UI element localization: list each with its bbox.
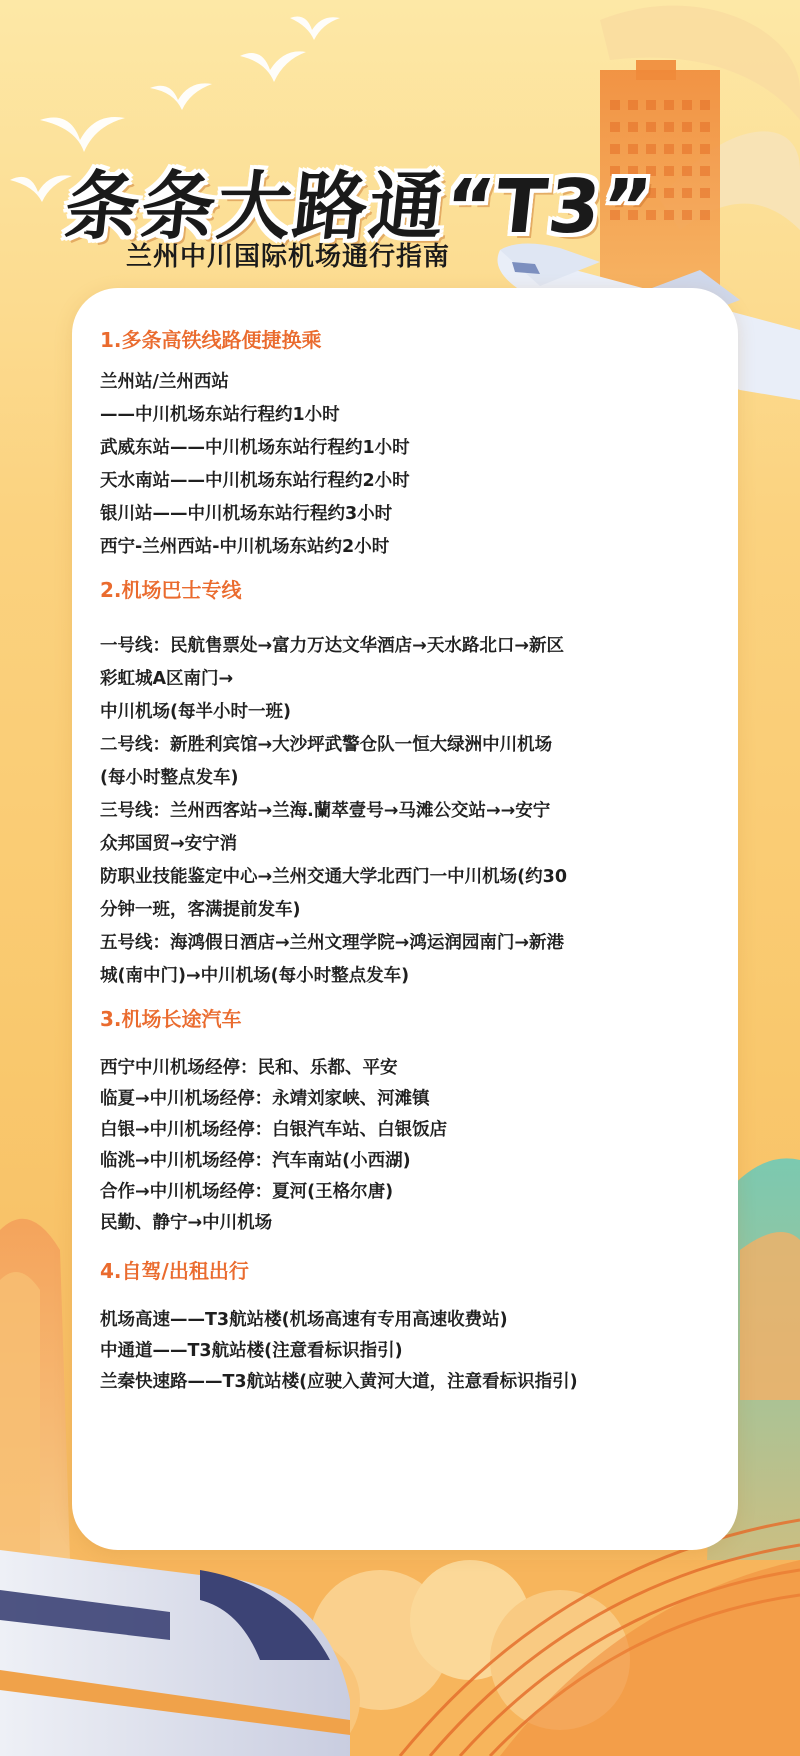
list-item: 兰秦快速路——T3航站楼(应驶入黄河大道，注意看标识指引)	[100, 1372, 578, 1392]
section-list	[100, 1305, 720, 1398]
list-item: 西宁中川机场经停：民和、乐都、平安	[100, 1058, 398, 1078]
list-item: 临洮→中川机场经停：汽车南站(小西湖)	[100, 1151, 411, 1171]
section-high-speed-rail	[100, 326, 720, 564]
list-item: 彩虹城A区南门→	[100, 669, 234, 689]
section-airport-bus	[100, 576, 720, 993]
section-heading: 1.多条高铁线路便捷换乘	[100, 328, 322, 352]
page-subtitle: 兰州中川国际机场通行指南	[126, 242, 451, 272]
list-item: 二号线：新胜利宾馆→大沙坪武警仓队一恒大绿洲中川机场	[100, 735, 553, 755]
list-item: 五号线：海鸿假日酒店→兰州文理学院→鸿运润园南门→新港	[100, 933, 564, 953]
list-item: 分钟一班，客满提前发车)	[100, 900, 301, 920]
list-item: (每小时整点发车)	[100, 768, 239, 788]
guide-content	[100, 326, 720, 1398]
section-list	[100, 366, 720, 564]
section-heading: 2.机场巴士专线	[100, 578, 242, 602]
list-item: 三号线：兰州西客站→兰海.蘭萃壹号→马滩公交站→→安宁	[100, 801, 551, 821]
list-item: 临夏→中川机场经停：永靖刘家峡、河滩镇	[100, 1089, 430, 1109]
list-item: 合作→中川机场经停：夏河(王格尔唐)	[100, 1182, 394, 1202]
page-title: 条条大路通“T3”	[60, 164, 658, 250]
list-item: 众邦国贸→安宁消	[100, 834, 238, 854]
list-item: 中通道——T3航站楼(注意看标识指引)	[100, 1341, 403, 1361]
list-item: 城(南中门)→中川机场(每小时整点发车)	[100, 966, 410, 986]
list-item: 一号线：民航售票处→富力万达文华酒店→天水路北口→新区	[100, 636, 564, 656]
section-list	[100, 630, 720, 993]
section-heading: 4.自驾/出租出行	[100, 1259, 249, 1283]
list-item: 民勤、静宁→中川机场	[100, 1213, 273, 1233]
list-item: 天水南站——中川机场东站行程约2小时	[100, 471, 410, 491]
section-long-distance-bus	[100, 1005, 720, 1239]
list-item: 西宁-兰州西站-中川机场东站约2小时	[100, 537, 390, 557]
list-item: 机场高速——T3航站楼(机场高速有专用高速收费站)	[100, 1310, 508, 1330]
list-item: 中川机场(每半小时一班)	[100, 702, 291, 722]
list-item: 武威东站——中川机场东站行程约1小时	[100, 438, 410, 458]
list-item: ——中川机场东站行程约1小时	[100, 405, 340, 425]
list-item: 银川站——中川机场东站行程约3小时	[100, 504, 393, 524]
section-heading: 3.机场长途汽车	[100, 1007, 242, 1031]
section-self-drive-taxi	[100, 1257, 720, 1398]
section-list	[100, 1053, 720, 1239]
list-item: 防职业技能鉴定中心→兰州交通大学北西门一中川机场(约30	[100, 867, 568, 887]
list-item: 兰州站/兰州西站	[100, 372, 229, 392]
list-item: 白银→中川机场经停：白银汽车站、白银饭店	[100, 1120, 448, 1140]
